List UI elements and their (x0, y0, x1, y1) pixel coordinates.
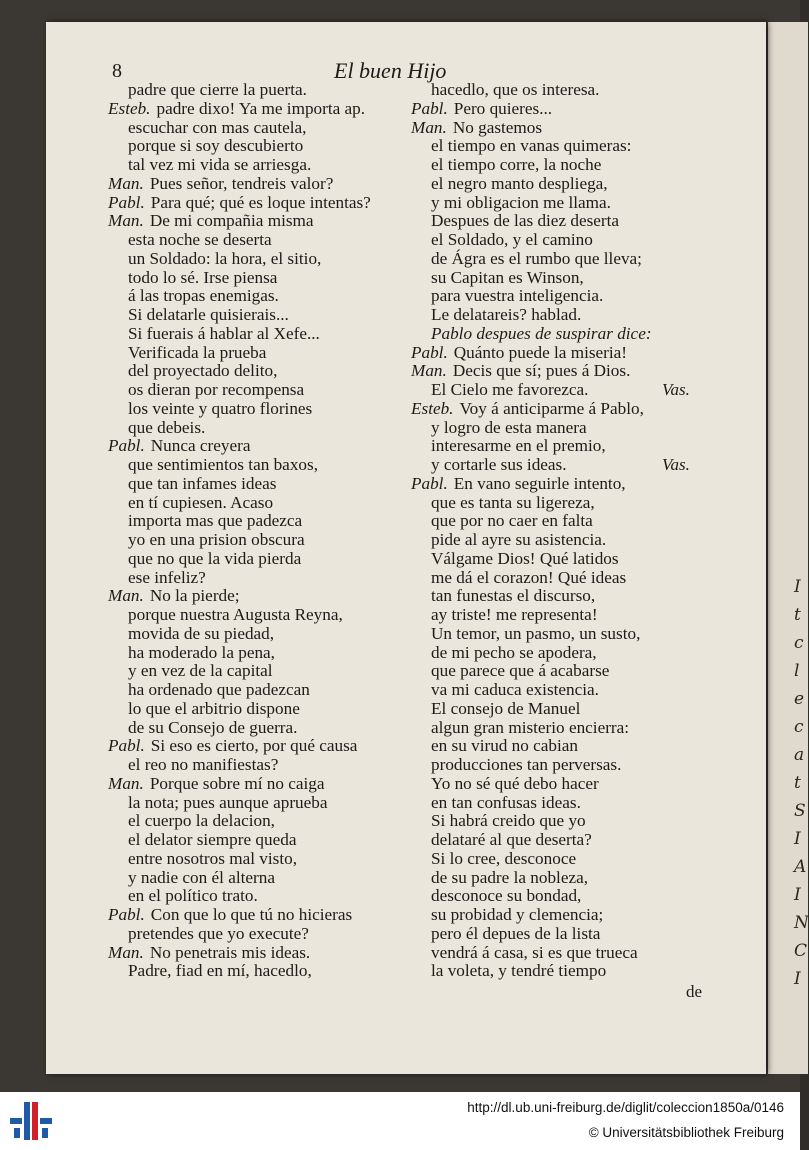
verse-line (431, 643, 597, 663)
verse-line (128, 136, 303, 156)
line-text: yo en una prision obscura (128, 530, 305, 549)
verse-line (431, 736, 578, 756)
verse-line (431, 943, 638, 963)
line-text: que tan infames ideas (128, 473, 277, 493)
speaker-label: Man. (108, 942, 144, 962)
line-text: padre que cierre la puerta. (128, 80, 307, 99)
verse-line (108, 193, 371, 213)
catchword: de (686, 982, 703, 1001)
verse-line (431, 811, 586, 831)
verse-line (431, 493, 595, 513)
line-text: el negro manto despliega, (431, 173, 608, 193)
verse-line (431, 568, 626, 588)
speaker-label: Pabl. (411, 98, 448, 118)
line-text: de su Consejo de guerra. (128, 717, 298, 737)
next-page-fragment: l (794, 661, 800, 681)
next-page-fragment: S (794, 801, 806, 821)
line-text: del proyectado delito, (128, 361, 278, 381)
line-text: y nadie con él alterna (128, 867, 275, 887)
verse-line (108, 211, 314, 231)
speaker-label: Man. (108, 173, 144, 193)
next-page-fragment: e (794, 689, 805, 709)
line-text: la voleta, y tendré tiempo (431, 961, 607, 981)
next-page-fragment: t (794, 605, 801, 625)
line-text: Yo no sé qué debo hacer (431, 773, 599, 793)
next-page-edge (768, 22, 808, 1074)
verse-line (431, 418, 587, 438)
copyright-notice: © Universitätsbibliothek Freiburg (588, 1125, 784, 1140)
line-text: Decis que sí; pues á Dios. (452, 361, 631, 381)
next-page-fragment: c (794, 717, 804, 737)
speaker-label: Pabl. (411, 342, 448, 362)
verse-line (108, 774, 325, 794)
line-text: Nunca creyera (150, 436, 251, 456)
verse-line (128, 493, 273, 513)
line-text: El Cielo me favorezca. (431, 380, 589, 399)
verse-line (431, 436, 606, 456)
speaker-label: Esteb. (411, 398, 454, 418)
verse-line (431, 586, 595, 606)
verse-line (128, 230, 272, 250)
permalink-url[interactable]: http://dl.ub.uni-freiburg.de/diglit/coleccion1850a/0146 (467, 1100, 784, 1115)
line-text: esta noche se deserta (128, 230, 272, 249)
verse-line (128, 605, 343, 625)
verse-line (128, 811, 275, 831)
line-text: Si lo cree, desconoce (431, 848, 577, 868)
next-page-fragment: c (794, 633, 804, 653)
verse-line (431, 905, 603, 925)
line-text: que debeis. (128, 417, 206, 437)
line-text: vendrá á casa, si es que trueca (431, 942, 638, 962)
verse-line (128, 849, 297, 869)
speaker-label: Pabl. (108, 905, 145, 924)
next-page-fragment: I (794, 969, 801, 989)
verse-line (431, 305, 581, 325)
line-text: tan funestas el discurso, (431, 586, 596, 606)
line-text: que es tanta su ligereza, (431, 492, 595, 512)
line-text: el reo no manifiestas? (128, 755, 279, 774)
line-text: movida de su piedad, (128, 623, 275, 643)
line-text: porque si soy descubierto (128, 136, 304, 156)
verse-line (431, 886, 581, 906)
line-text: Quánto puede la miseria! (453, 342, 628, 362)
line-text: que no que la vida pierda (128, 548, 302, 568)
line-text: á las tropas enemigas. (128, 286, 279, 306)
verse-line (128, 755, 278, 775)
verse-line (128, 343, 266, 363)
line-text: de su padre la nobleza, (431, 867, 589, 887)
verse-line (431, 455, 567, 475)
line-text: va mi caduca existencia. (431, 680, 599, 699)
next-page-fragment: N (794, 913, 809, 933)
line-text: padre dixo! Ya me importa ap. (156, 98, 366, 118)
line-text: desconoce su bondad, (431, 886, 582, 906)
line-text: De mi compañia misma (149, 211, 314, 231)
line-text: algun gran misterio encierra: (431, 717, 630, 737)
line-text: Si delatarle quisierais... (128, 305, 289, 324)
line-text: Voy á anticiparme á Pablo, (459, 398, 644, 418)
verse-line (128, 380, 304, 400)
line-text: y logro de esta manera (431, 417, 587, 437)
line-text: y cortarle sus ideas. (431, 455, 567, 474)
line-text: que sentimientos tan baxos, (128, 455, 318, 474)
speaker-label: Man. (108, 211, 144, 231)
verse-line (431, 211, 619, 231)
verse-line (108, 736, 357, 756)
verse-line (431, 174, 608, 194)
verse-line (128, 305, 289, 325)
verse-line (431, 868, 588, 888)
verse-line (108, 586, 240, 606)
verse-line (431, 661, 609, 681)
verse-line (431, 80, 599, 100)
line-text: porque nuestra Augusta Reyna, (128, 605, 343, 624)
library-logo-icon (10, 1102, 52, 1140)
verse-line (128, 511, 302, 531)
verse-line (128, 361, 277, 381)
footer-bar (0, 1092, 800, 1150)
verse-line (431, 605, 598, 625)
verse-line (128, 661, 273, 681)
line-text: su probidad y clemencia; (431, 905, 604, 924)
line-text: todo lo sé. Irse piensa (128, 267, 278, 287)
next-page-fragment: I (794, 829, 801, 849)
line-text: Pues señor, tendreis valor? (149, 173, 334, 193)
next-page-fragment: I (794, 577, 801, 597)
speaker-label: Man. (108, 586, 144, 606)
verse-line (128, 699, 300, 719)
verse-line (431, 230, 593, 250)
verse-line (431, 961, 606, 981)
line-text: que por no caer en falta (431, 511, 593, 531)
verse-line (431, 793, 581, 813)
line-text: el tiempo en vanas quimeras: (431, 136, 632, 156)
verse-line (431, 155, 601, 175)
page-number: 8 (112, 60, 122, 82)
next-page-fragment: C (794, 941, 808, 961)
verse-line (411, 361, 630, 381)
verse-line (431, 830, 592, 850)
line-text: me dá el corazon! Qué ideas (431, 567, 627, 587)
line-text: interesarme en el premio, (431, 436, 606, 456)
verse-line (431, 511, 593, 531)
verse-line (411, 99, 552, 119)
verse-line (108, 174, 333, 194)
line-text: el delator siempre queda (128, 830, 297, 849)
speaker-label: Esteb. (108, 98, 151, 118)
verse-line (431, 286, 603, 306)
line-text: en tan confusas ideas. (431, 792, 581, 812)
line-text: de mi pecho se apodera, (431, 642, 597, 662)
verse-line (128, 568, 206, 588)
line-text: tal vez mi vida se arriesga. (128, 155, 312, 174)
line-text: El consejo de Manuel (431, 698, 581, 718)
exit-direction: Vas. (662, 455, 690, 474)
verse-line (411, 118, 542, 138)
verse-line (431, 193, 611, 213)
verse-line (431, 136, 631, 156)
verse-line (128, 118, 306, 138)
line-text: y en vez de la capital (128, 661, 273, 681)
verse-line (431, 680, 599, 700)
line-text: ha moderado la pena, (128, 642, 275, 662)
line-text: de Ágra es el rumbo que lleva; (431, 248, 642, 268)
next-page-fragment: I (794, 885, 801, 905)
verse-line (128, 324, 320, 344)
line-text: importa mas que padezca (128, 511, 303, 531)
line-text: que parece que á acabarse (431, 661, 610, 681)
verse-line (431, 774, 599, 794)
verse-line (128, 155, 311, 175)
speaker-label: Man. (411, 117, 447, 137)
line-text: No la pierde; (149, 586, 240, 606)
line-text: os dieran por recompensa (128, 380, 305, 399)
speaker-label: Man. (108, 773, 144, 793)
line-text: ha ordenado que padezcan (128, 680, 310, 699)
line-text: para vuestra inteligencia. (431, 286, 604, 306)
verse-line (431, 549, 619, 569)
line-text: el tiempo corre, la noche (431, 155, 602, 174)
line-text: en su virud no cabian (431, 736, 579, 756)
verse-line (128, 474, 276, 494)
line-text: Despues de las diez deserta (431, 211, 620, 231)
verse-line (128, 268, 277, 288)
speaker-label: Pabl. (411, 473, 448, 493)
verse-line (128, 286, 279, 306)
verse-line (411, 343, 627, 363)
speaker-label: Man. (411, 361, 447, 381)
verse-line (431, 849, 576, 869)
line-text: Un temor, un pasmo, un susto, (431, 623, 641, 643)
verse-line (108, 905, 352, 925)
line-text: Le delatareis? hablad. (431, 305, 582, 324)
verse-line (431, 718, 629, 738)
line-text: Válgame Dios! Qué latidos (431, 548, 619, 568)
line-text: ese infeliz? (128, 567, 206, 587)
next-page-fragment: a (794, 745, 805, 765)
line-text: pero él depues de la lista (431, 923, 601, 943)
line-text: producciones tan perversas. (431, 755, 622, 774)
verse-line (431, 268, 584, 288)
line-text: Verificada la prueba (128, 342, 267, 362)
line-text: la nota; pues aunque aprueba (128, 792, 328, 812)
line-text: ay triste! me representa! (431, 605, 598, 624)
verse-line (128, 886, 258, 906)
speaker-label: Pabl. (108, 736, 145, 756)
verse-line (128, 418, 205, 438)
next-page-fragment: A (794, 857, 807, 877)
verse-line (108, 99, 365, 119)
speaker-label: Pabl. (108, 192, 145, 212)
line-text: lo que el arbitrio dispone (128, 698, 300, 718)
stage-direction: Pablo despues de suspirar dice: (431, 323, 652, 343)
verse-line (128, 455, 318, 475)
verse-line (128, 399, 312, 419)
line-text: Padre, fiad en mí, hacedlo, (128, 961, 312, 981)
line-text: No gastemos (452, 117, 543, 137)
verse-line (431, 755, 621, 775)
line-text: en tí cupiesen. Acaso (128, 492, 274, 512)
line-text: No penetrais mis ideas. (149, 942, 311, 962)
verse-line (128, 924, 309, 944)
line-text: un Soldado: la hora, el sitio, (128, 248, 322, 268)
line-text: Pero quieres... (453, 98, 553, 118)
verse-line (431, 924, 600, 944)
line-text: su Capitan es Winson, (431, 267, 584, 287)
verse-line (128, 549, 301, 569)
line-text: pretendes que yo execute? (128, 923, 309, 943)
verse-line (411, 399, 644, 419)
verse-line (431, 530, 606, 550)
line-text: el Soldado, y el camino (431, 230, 593, 249)
verse-line (431, 699, 580, 719)
verse-line (128, 868, 275, 888)
verse-line (128, 249, 321, 269)
line-text: Con que lo que tú no hicieras (150, 905, 353, 924)
line-text: y mi obligacion me llama. (431, 192, 611, 212)
line-text: en el político trato. (128, 886, 258, 906)
exit-direction: Vas. (662, 380, 690, 399)
verse-line (431, 624, 640, 644)
verse-line (108, 943, 310, 963)
line-text: Si eso es cierto, por qué causa (150, 736, 358, 756)
speaker-label: Pabl. (108, 436, 145, 456)
verse-line (431, 380, 588, 400)
line-text: Si fuerais á hablar al Xefe... (128, 323, 320, 343)
line-text: Para qué; qué es loque intentas? (150, 192, 371, 212)
line-text: el cuerpo la delacion, (128, 811, 275, 831)
verse-line (128, 530, 305, 550)
verse-line (128, 624, 274, 644)
verse-line (128, 830, 296, 850)
line-text: escuchar con mas cautela, (128, 117, 307, 137)
verse-line (411, 474, 626, 494)
verse-line (128, 643, 275, 663)
line-text: En vano seguirle intento, (453, 473, 626, 493)
line-text: delataré al que deserta? (431, 830, 592, 849)
verse-line (431, 249, 642, 269)
line-text: Porque sobre mí no caiga (149, 773, 325, 793)
line-text: hacedlo, que os interesa. (431, 80, 600, 99)
verse-line (431, 324, 652, 344)
line-text: Si habrá creido que yo (431, 811, 586, 831)
verse-line (128, 680, 310, 700)
next-page-fragment: t (794, 773, 801, 793)
running-title: El buen Hijo (334, 58, 447, 83)
verse-line (108, 436, 250, 456)
verse-line (128, 793, 328, 813)
verse-line (128, 80, 307, 100)
line-text: pide al ayre su asistencia. (431, 530, 607, 549)
verse-line (128, 718, 297, 738)
verse-line (128, 961, 312, 981)
line-text: los veinte y quatro florines (128, 398, 313, 418)
line-text: entre nosotros mal visto, (128, 848, 297, 868)
